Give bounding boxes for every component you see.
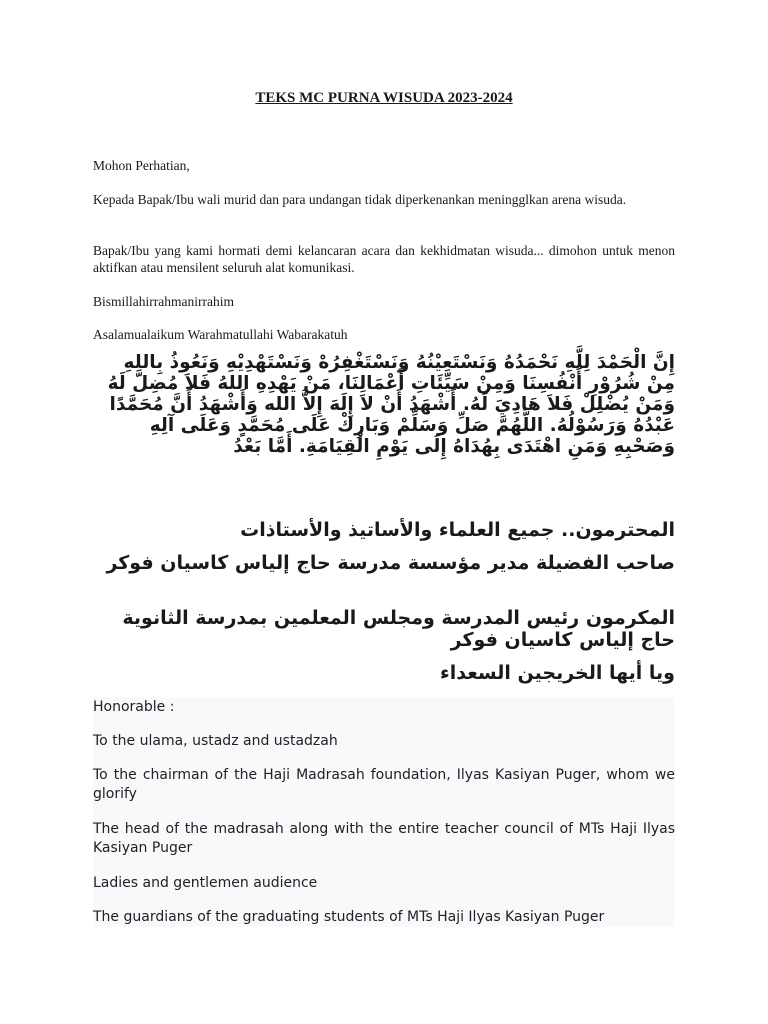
paragraph-wali-murid: Kepada Bapak/Ibu wali murid dan para undangan tidak diperkenankan meningglkan arena wisuda. <box>93 192 627 207</box>
english-audience: Ladies and gentlemen audience <box>93 875 318 891</box>
english-head: The head of the madrasah along with the entire teacher council of MTs Haji Ilyas Kasiyan Puger <box>93 821 675 856</box>
arabic-greeting-head: المكرمون رئيس المدرسة ومجلس المعلمين بمدرسة الثانوية حاج إلياس كاسيان فوكر <box>122 607 675 651</box>
opening-line: Mohon Perhatian, <box>93 158 190 173</box>
document-title: TEKS MC PURNA WISUDA 2023-2024 <box>255 90 513 106</box>
english-honorable: Honorable : <box>93 699 175 715</box>
english-guardians: The guardians of the graduating students of MTs Haji Ilyas Kasiyan Puger <box>93 909 605 925</box>
arabic-opening-prayer: إِنَّ الْحَمْدَ لِلَّهِ نَحْمَدُهُ وَنَسْتَعِيْنُهُ وَنَسْتَغْفِرُهْ وَنَسْتَهْدِيْهِ وَنَعُوذُ بِاللهِ مِنْ شُرُوْرِ أَنْفُسِنَا وَمِنْ سَيِّئَاتِ أَعْمَالِنَا، مَنْ يَهْدِهِ اللهُ فَلاَ مُضِلَّ لَهُ وَمَنْ يُضْلِلْ فَلاَ هَادِيَ لَهُ. أَشْهَدُ أَنْ لاَ إِلَهَ إِلاَّ الله وَأَشْهَدُ أَنَّ مُحَمَّدًا عَبْدُهُ وَرَسُوْلُهُ. اللَّهُمَّ صَلِّ وَسَلِّمْ وَبَارِكْ عَلَى مُحَمَّدٍ وَعَلَى آلِهِ وَصَحْبِهِ وَمَنِ اهْتَدَى بِهُدَاهُ إِلَى يَوْمِ الْقِيَامَةِ. أَمَّا بَعْدُ <box>107 352 675 457</box>
salam-line: Asalamualaikum Warahmatullahi Wabarakatuh <box>93 327 348 342</box>
bismillah-line: Bismillahirrahmanirrahim <box>93 294 234 309</box>
arabic-greeting-graduates: ويا أيها الخريجين السعداء <box>440 662 675 684</box>
arabic-greeting-chairman: صاحب الفضيلة مدير مؤسسة مدرسة حاج إلياس كاسيان فوكر <box>106 552 675 574</box>
english-chairman: To the chairman of the Haji Madrasah foundation, Ilyas Kasiyan Puger, whom we glorify <box>93 767 675 802</box>
arabic-greeting-ulama: المحترمون.. جميع العلماء والأساتيذ والأستاذات <box>240 519 675 541</box>
english-ulama: To the ulama, ustadz and ustadzah <box>93 733 338 749</box>
paragraph-alat-komunikasi: Bapak/Ibu yang kami hormati demi kelancaran acara dan kekhidmatan wisuda... dimohon untuk menon aktifkan atau mensilent seluruh alat komunikasi. <box>93 243 675 275</box>
